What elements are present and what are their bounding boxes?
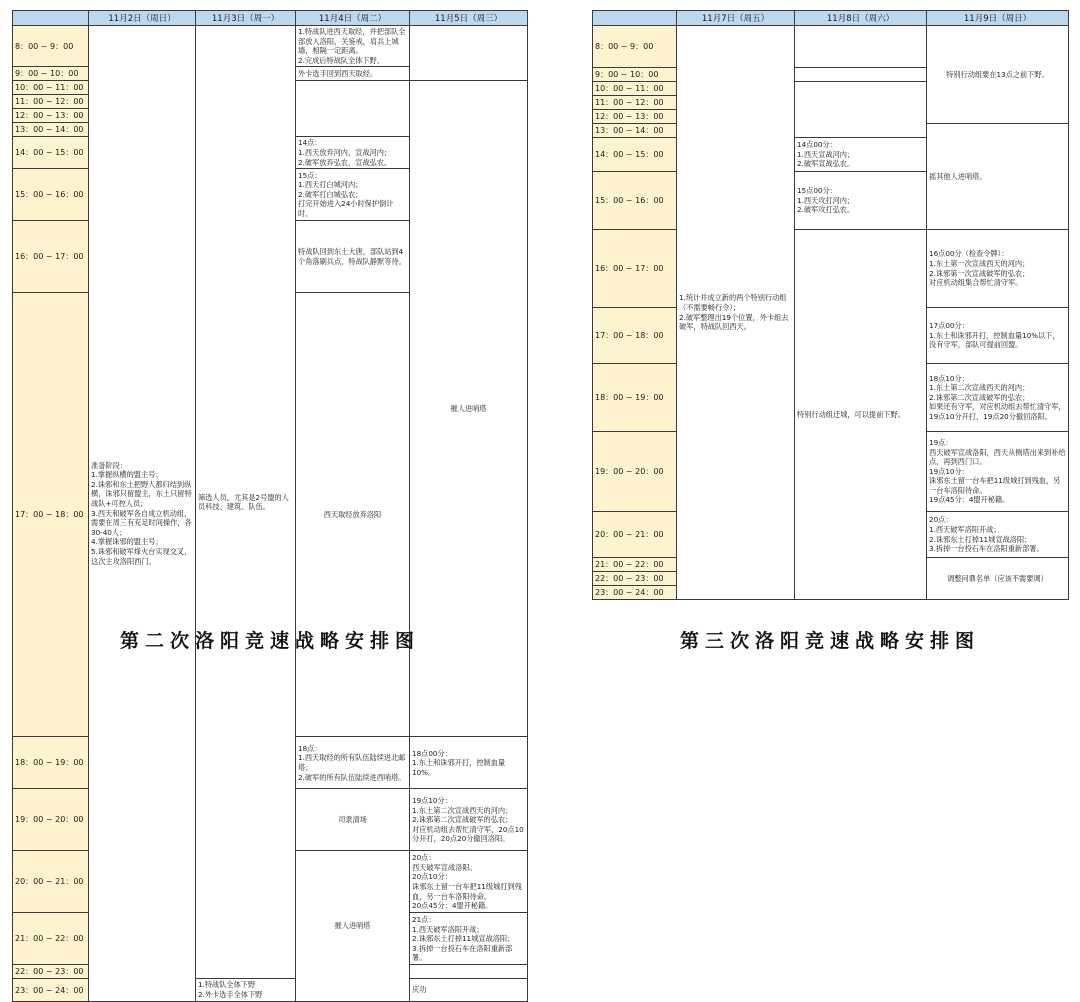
time-slot: 18：00 ~ 19：00 <box>593 364 677 432</box>
time-slot: 23：00 ~ 24：00 <box>593 586 677 600</box>
time-slot: 13：00 ~ 14：00 <box>593 124 677 138</box>
right-header-nov8: 11月8日（周六） <box>795 11 927 26</box>
nov9-row-cell: 特别行动组要在13点之前下野。 <box>927 26 1069 124</box>
time-slot: 9：00 ~ 10：00 <box>13 67 89 81</box>
nov9-row-cell: 20点： 1.西天破军洛阳开战； 2.诛邪东土打掉11城宣战洛阳； 3.拆掉一台投石车在洛阳重新部署。 <box>927 512 1069 558</box>
nov9-row-cell: 摇其他人进哨塔。 <box>927 124 1069 230</box>
time-slot: 20：00 ~ 21：00 <box>13 851 89 913</box>
nov5-row-cell: 庆功 <box>410 979 528 1001</box>
time-slot: 21：00 ~ 22：00 <box>13 913 89 965</box>
nov9-row-cell: 调整问鼎名单（应该不需要调） <box>927 558 1069 600</box>
time-slot: 11：00 ~ 12：00 <box>593 96 677 110</box>
nov4-row-cell: 外卡选手回到西天取经。 <box>296 67 410 81</box>
left-header-nov3: 11月3日（周一） <box>196 11 296 26</box>
time-slot: 13：00 ~ 14：00 <box>13 123 89 137</box>
nov5-row-cell: 20点： 西天破军宣战洛阳。 20点10分： 诛邪东土留一台车把11级城打到残血，另一台车洛阳待命。 20点45分：4盟开秘籍。 <box>410 851 528 913</box>
right-sheet-title: 第三次洛阳竞速战略安排图 <box>679 630 980 652</box>
nov4-row-cell: 14点： 1.西天放弃河内，宣战河内； 2.破军放弃弘农，宣战弘农。 <box>296 137 410 169</box>
left-schedule-table <box>12 10 528 1002</box>
left-header-nov2: 11月2日（周日） <box>89 11 196 26</box>
nov4-row-cell: 特战队回到东土大唐，部队站到4个角落刷兵点，特战队静默等待。 <box>296 221 410 293</box>
time-slot: 19：00 ~ 20：00 <box>593 432 677 512</box>
time-slot: 12：00 ~ 13：00 <box>593 110 677 124</box>
nov4-row-cell: 18点： 1.西天取经的所有队伍陆续进北邮塔； 2.破军的所有队伍陆续进西哨塔。 <box>296 737 410 789</box>
nov8-row-cell: 15点00分： 1.西天攻打河内； 2.破军攻打弘农。 <box>795 172 927 230</box>
right-schedule-sheet <box>592 10 1068 600</box>
time-slot: 15：00 ~ 16：00 <box>13 169 89 221</box>
time-slot: 14：00 ~ 15：00 <box>593 138 677 172</box>
nov7-plan-cell: 1.统计并成立新的两个特别行动组（不需要畅行令）； 2.破军整理出19个位置，外卡组去破军，特战队回西天。 <box>677 26 795 600</box>
time-slot: 12：00 ~ 13：00 <box>13 109 89 123</box>
nov8-row-cell <box>795 68 927 82</box>
nov5-row-cell: 21点： 1.西天破军洛阳开战； 2.诛邪东土打掉11城宣战洛阳； 3.拆掉一台投石车在洛阳重新部署。 <box>410 913 528 965</box>
time-slot: 17：00 ~ 18：00 <box>593 308 677 364</box>
left-header-time <box>13 11 89 26</box>
nov4-row-cell: 1.特战队进西天取经，并把部队全部放入洛阳，关鉴戒，肩兵上城墙，相隔一定距离。 2.完成后特战队全体下野。 <box>296 26 410 67</box>
right-header-nov9: 11月9日（周日） <box>927 11 1069 26</box>
right-schedule-table <box>592 10 1069 600</box>
time-slot: 16：00 ~ 17：00 <box>593 230 677 308</box>
time-slot: 23：00 ~ 24：00 <box>13 979 89 1001</box>
time-slot: 16：00 ~ 17：00 <box>13 221 89 293</box>
nov4-row-cell: 司隶清场 <box>296 789 410 851</box>
nov9-row-cell: 16点00分（检查令牌）： 1.东土第一次宣战西天的河内； 2.诛邪第一次宣战破军的弘农； 对应机动组集合帮忙清守军。 <box>927 230 1069 308</box>
left-header-nov4: 11月4日（周二） <box>296 11 410 26</box>
nov5-row-cell: 18点00分： 1.东土和诛邪开打，控制血量10%。 <box>410 737 528 789</box>
nov3-end-cell: 1.特战队全体下野 2.外卡选手全体下野 <box>196 979 296 1001</box>
nov5-row-cell: 摧人进哨塔 <box>410 81 528 737</box>
nov8-row-cell <box>795 82 927 138</box>
nov4-row-cell <box>296 81 410 137</box>
nov3-plan-cell: 筛选人员，尤其是2号盟的人员科技、建筑、队伍。 <box>196 26 296 979</box>
time-slot: 11：00 ~ 12：00 <box>13 95 89 109</box>
nov4-row-cell: 西天取经放弃洛阳 <box>296 293 410 737</box>
nov2-plan-cell: 准备阶段： 1.掌握纵横的盟主号； 2.诛邪和东土把野人都归结到纵横，诛邪只留盟主，东土只留特战队+可控人员； 3.西天和破军各自成立机动组，需要在周三有充足时间操作，各30-40人； 4.掌握诛邪的盟主号； 5.诛邪和破军烽火台实现交叉，这次主攻洛阳西门。 <box>89 26 196 1002</box>
time-slot: 17：00 ~ 18：00 <box>13 293 89 737</box>
nov5-row-cell: 19点10分： 1.东土第二次宣战西天的河内； 2.诛邪第二次宣战破军的弘农； 对应机动组去帮忙清守军，20点10分开打，20点20分撤回洛阳。 <box>410 789 528 851</box>
left-sheet-title: 第二次洛阳竞速战略安排图 <box>119 630 420 652</box>
nov4-row-cell: 15点： 1.西天打白城河内； 2.破军打白城弘农； 打完开始进入24小时保护倒计时。 <box>296 169 410 221</box>
time-slot: 14：00 ~ 15：00 <box>13 137 89 169</box>
time-slot: 18：00 ~ 19：00 <box>13 737 89 789</box>
nov8-row-cell: 14点00分： 1.西天宣战河内； 2.破军宣战弘农。 <box>795 138 927 172</box>
nov5-row-cell <box>410 965 528 979</box>
right-header-time <box>593 11 677 26</box>
right-header-nov7: 11月7日（周五） <box>677 11 795 26</box>
nov5-row-cell <box>410 26 528 81</box>
time-slot: 19：00 ~ 20：00 <box>13 789 89 851</box>
left-schedule-sheet <box>12 10 527 1002</box>
time-slot: 22：00 ~ 23：00 <box>13 965 89 979</box>
nov4-row-cell: 摧人进哨塔 <box>296 851 410 1001</box>
left-header-row <box>13 11 528 26</box>
time-slot: 9：00 ~ 10：00 <box>593 68 677 82</box>
nov9-row-cell: 19点： 西天破军宣战洛阳，西天从侧塔出来到补给点，再到西门口。 19点10分： 诛邪东土留一台车把11级城打到残血，另一台车洛阳待命。 19点45分：4盟开秘籍。 <box>927 432 1069 512</box>
time-slot: 15：00 ~ 16：00 <box>593 172 677 230</box>
time-slot: 10：00 ~ 11：00 <box>593 82 677 96</box>
left-header-nov5: 11月5日（周三） <box>410 11 528 26</box>
nov8-row-cell <box>795 26 927 68</box>
time-slot: 8：00 ~ 9：00 <box>13 26 89 67</box>
right-header-row <box>593 11 1069 26</box>
time-slot: 22：00 ~ 23：00 <box>593 572 677 586</box>
time-slot: 21：00 ~ 22：00 <box>593 558 677 572</box>
time-slot: 20：00 ~ 21：00 <box>593 512 677 558</box>
nov9-row-cell: 17点00分： 1.东土和诛邪开打，控制血量10%以下，没有守军，部队可提前回盟。 <box>927 308 1069 364</box>
nov8-row-cell: 特别行动组迁城，可以提前下野。 <box>795 230 927 600</box>
nov9-row-cell: 18点10分： 1.东土第二次宣战西天的河内； 2.诛邪第二次宣战破军的弘农； 如果还有守军，对应机动组去帮忙清守军，19点10分开打，19点20分撤回洛阳。 <box>927 364 1069 432</box>
time-slot: 8：00 ~ 9：00 <box>593 26 677 68</box>
time-slot: 10：00 ~ 11：00 <box>13 81 89 95</box>
